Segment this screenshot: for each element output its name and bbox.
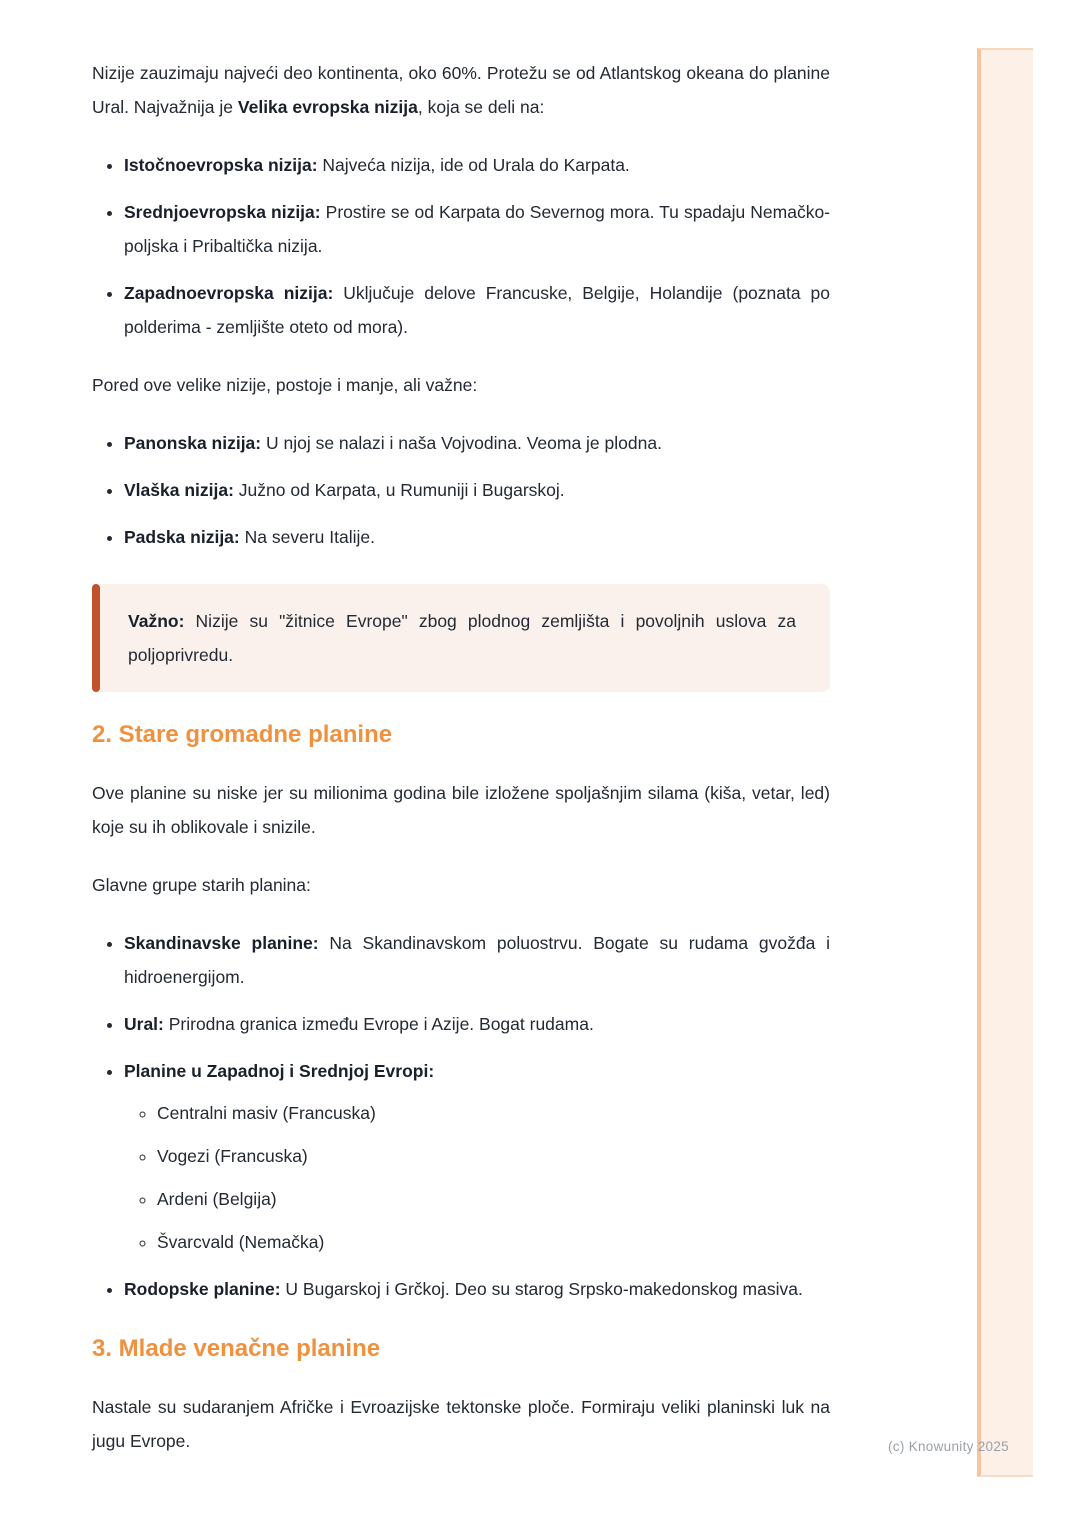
sublist-item: ◦ Švarcvald (Nemačka) [157, 1225, 830, 1259]
list-item-text: Uključuje delove Francuske, Belgije, Holandije (poznata po polderima - zemljište oteto od mora). [124, 283, 831, 337]
major-plains-list [92, 148, 830, 344]
list-item-text: Najveća nizija, ide od Urala do Karpata. [317, 155, 630, 175]
list-item-term: Skandinavske planine: [124, 933, 319, 953]
page-edge-stripe [977, 48, 1033, 1477]
list-item [124, 1272, 830, 1306]
list-item-term: Zapadnoevropska nizija: [124, 283, 334, 303]
callout-body: Nizije su "žitnice Evrope" zbog plodnog zemljišta i povoljnih uslova za poljoprivredu. [128, 611, 796, 665]
intro-text: Nizije zauzimaju najveći deo kontinenta, oko 60%. Protežu se od Atlantskog okeana do planine Ural. Najvažnija je [92, 63, 830, 117]
list-item-term: Vlaška nizija: [124, 480, 234, 500]
west-central-mountains-sublist [124, 1096, 830, 1259]
list-item-term: Panonska nizija: [124, 433, 262, 453]
list-item [124, 926, 830, 994]
list-item-term: Srednjoevropska nizija: [124, 202, 321, 222]
list-item [124, 1054, 830, 1259]
list-item [124, 195, 830, 263]
callout-text [128, 604, 796, 672]
callout-label: Važno: [128, 611, 185, 631]
old-mountains-list [92, 926, 830, 1306]
list-item-term: Rodopske planine: [124, 1279, 281, 1299]
old-mountains-paragraph: Ove planine su niske jer su milionima godina bile izložene spoljašnjim silama (kiša, vetar, led) koje su ih oblikovale i snizile. [92, 783, 830, 837]
section-heading-old-mountains: 2. Stare gromadne planine [92, 721, 393, 748]
list-item-text: U njoj se nalazi i naša Vojvodina. Veoma je plodna. [261, 433, 662, 453]
intro-bold-term: Velika evropska nizija [237, 97, 418, 117]
list-item-term: Padska nizija: [124, 527, 240, 547]
list-item-text: Prostire se od Karpata do Severnog mora. Tu spadaju Nemačko-poljska i Pribaltička nizija. [124, 202, 831, 256]
old-mountains-groups-intro: Glavne grupe starih planina: [92, 875, 311, 895]
list-item [124, 1007, 830, 1041]
list-item [124, 520, 830, 554]
young-mountains-paragraph: Nastale su sudaranjem Afričke i Evroazijske tektonske ploče. Formiraju veliki planinski luk na jugu Evrope. [92, 1397, 830, 1451]
important-callout [92, 584, 830, 692]
sublist-item: ◦ Vogezi (Francuska) [157, 1139, 830, 1173]
list-item-text: Južno od Karpata, u Rumuniji i Bugarskoj. [233, 480, 565, 500]
list-item-term: Planine u Zapadnoj i Srednjoj Evropi: [124, 1061, 435, 1081]
section-heading-young-mountains: 3. Mlade venačne planine [92, 1335, 381, 1362]
callout-accent-bar [92, 584, 100, 692]
list-item-text: U Bugarskoj i Grčkoj. Deo su starog Srpsko-makedonskog masiva. [280, 1279, 803, 1299]
list-item [124, 276, 830, 344]
intro-paragraph [92, 56, 830, 124]
list-item [124, 426, 830, 460]
sublist-item: ◦ Centralni masiv (Francuska) [157, 1096, 830, 1130]
list-item-term: Ural: [124, 1014, 164, 1034]
smaller-plains-paragraph: Pored ove velike nizije, postoje i manje, ali važne: [92, 375, 478, 395]
list-item [124, 473, 830, 507]
list-item-text: Na Skandinavskom poluostrvu. Bogate su rudama gvožđa i hidroenergijom. [124, 933, 830, 987]
list-item-term: Istočnoevropska nizija: [124, 155, 318, 175]
watermark: (c) Knowunity 2025 [888, 1439, 1009, 1454]
page-content [92, 0, 830, 1482]
intro-text-end: , koja se deli na: [417, 97, 545, 117]
sublist-item: ◦ Ardeni (Belgija) [157, 1182, 830, 1216]
list-item-text: Na severu Italije. [239, 527, 375, 547]
smaller-plains-list [92, 426, 830, 554]
list-item-text: Prirodna granica između Evrope i Azije. Bogat rudama. [163, 1014, 594, 1034]
list-item [124, 148, 830, 182]
